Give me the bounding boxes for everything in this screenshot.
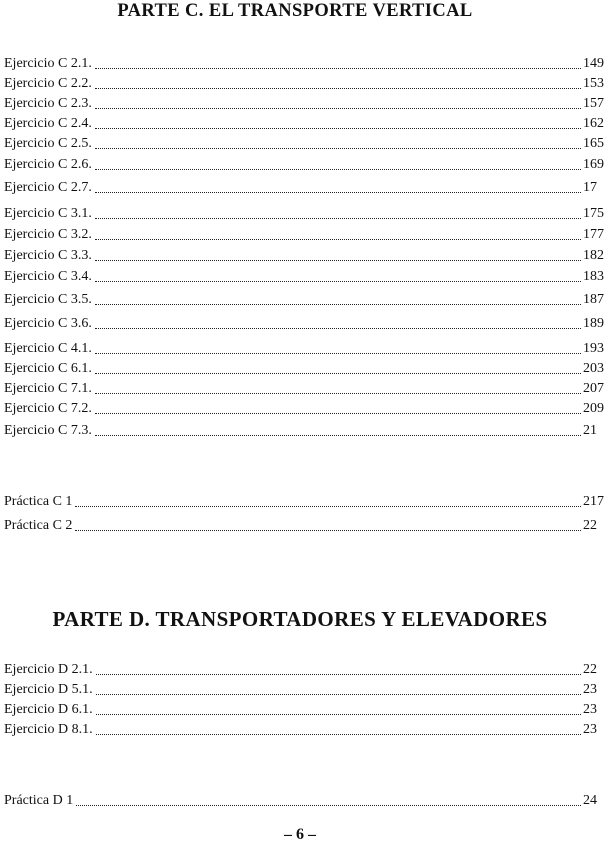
entry-page-number: 23 (583, 722, 597, 737)
dot-leader (95, 303, 581, 305)
exercise-entry[interactable] (4, 244, 604, 264)
entry-label: Práctica C 1 (4, 494, 73, 509)
dot-leader (95, 127, 581, 129)
entry-label: Ejercicio C 7.2. (4, 401, 92, 416)
exercise-entry[interactable] (4, 678, 600, 698)
exercise-entry[interactable] (4, 72, 604, 92)
entry-label: Ejercicio C 2.4. (4, 116, 92, 131)
entry-label: Ejercicio C 3.1. (4, 206, 92, 221)
dot-leader (95, 259, 581, 261)
exercise-entry[interactable] (4, 658, 600, 678)
entry-label: Ejercicio D 5.1. (4, 682, 93, 697)
practice-entry[interactable] (4, 490, 604, 510)
entry-page-number: 193 (583, 341, 604, 356)
exercise-entry[interactable] (4, 312, 604, 332)
page-number: – 6 – (284, 826, 316, 843)
entry-label: Ejercicio C 2.6. (4, 157, 92, 172)
exercise-entry[interactable] (4, 112, 604, 132)
exercise-entry[interactable] (4, 698, 600, 718)
dot-leader (95, 434, 581, 436)
entry-label: Ejercicio C 4.1. (4, 341, 92, 356)
dot-leader (95, 238, 581, 240)
exercise-entry[interactable] (4, 176, 600, 196)
exercise-entry[interactable] (4, 337, 604, 357)
entry-page-number: 203 (583, 361, 604, 376)
exercise-entry[interactable] (4, 265, 604, 285)
entry-page-number: 175 (583, 206, 604, 221)
entry-label: Práctica C 2 (4, 518, 73, 533)
entry-page-number: 162 (583, 116, 604, 131)
entry-page-number: 207 (583, 381, 604, 396)
dot-leader (95, 280, 581, 282)
practice-entry[interactable] (4, 789, 600, 809)
exercise-entry[interactable] (4, 288, 604, 308)
dot-leader (96, 733, 581, 735)
dot-leader (95, 168, 581, 170)
entry-label: Ejercicio C 2.1. (4, 56, 92, 71)
entry-page-number: 189 (583, 316, 604, 331)
exercise-entry[interactable] (4, 153, 604, 173)
entry-page-number: 182 (583, 248, 604, 263)
exercise-entry[interactable] (4, 397, 604, 417)
entry-label: Ejercicio C 3.6. (4, 316, 92, 331)
dot-leader (95, 412, 581, 414)
entry-label: Ejercicio D 8.1. (4, 722, 93, 737)
exercise-entry[interactable] (4, 718, 600, 738)
dot-leader (95, 107, 581, 109)
entry-page-number: 17 (583, 180, 597, 195)
dot-leader (95, 191, 581, 193)
dot-leader (95, 372, 581, 374)
entry-page-number: 21 (583, 423, 597, 438)
exercise-entry[interactable] (4, 92, 604, 112)
practice-entry[interactable] (4, 514, 600, 534)
entry-page-number: 23 (583, 702, 597, 717)
entry-page-number: 183 (583, 269, 604, 284)
entry-page-number: 22 (583, 518, 597, 533)
dot-leader (95, 147, 581, 149)
entry-label: Ejercicio C 3.5. (4, 292, 92, 307)
entry-page-number: 169 (583, 157, 604, 172)
entry-label: Ejercicio C 6.1. (4, 361, 92, 376)
entry-page-number: 23 (583, 682, 597, 697)
exercise-entry[interactable] (4, 419, 600, 439)
entry-label: Ejercicio C 2.3. (4, 96, 92, 111)
dot-leader (75, 505, 581, 507)
entry-label: Ejercicio C 2.2. (4, 76, 92, 91)
dot-leader (95, 87, 581, 89)
dot-leader (96, 713, 581, 715)
entry-label: Ejercicio C 3.4. (4, 269, 92, 284)
entry-label: Ejercicio D 6.1. (4, 702, 93, 717)
dot-leader (96, 693, 581, 695)
entry-page-number: 22 (583, 662, 597, 677)
entry-label: Ejercicio D 2.1. (4, 662, 93, 677)
dot-leader (95, 67, 581, 69)
exercise-entry[interactable] (4, 223, 604, 243)
dot-leader (95, 392, 581, 394)
dot-leader (96, 673, 581, 675)
entry-page-number: 157 (583, 96, 604, 111)
entry-label: Ejercicio C 2.5. (4, 136, 92, 151)
exercise-entry[interactable] (4, 377, 604, 397)
exercise-entry[interactable] (4, 202, 604, 222)
entry-label: Ejercicio C 2.7. (4, 180, 92, 195)
entry-page-number: 24 (583, 793, 597, 808)
entry-page-number: 217 (583, 494, 604, 509)
entry-page-number: 153 (583, 76, 604, 91)
part-d-title: PARTE D. TRANSPORTADORES Y ELEVADORES (52, 607, 548, 631)
dot-leader (76, 804, 581, 806)
entry-page-number: 209 (583, 401, 604, 416)
entry-label: Práctica D 1 (4, 793, 74, 808)
entry-page-number: 187 (583, 292, 604, 307)
dot-leader (75, 529, 581, 531)
entry-page-number: 165 (583, 136, 604, 151)
exercise-entry[interactable] (4, 52, 604, 72)
entry-label: Ejercicio C 3.2. (4, 227, 92, 242)
dot-leader (95, 217, 581, 219)
entry-label: Ejercicio C 3.3. (4, 248, 92, 263)
dot-leader (95, 352, 581, 354)
exercise-entry[interactable] (4, 132, 604, 152)
dot-leader (95, 327, 581, 329)
exercise-entry[interactable] (4, 357, 604, 377)
entry-page-number: 149 (583, 56, 604, 71)
entry-label: Ejercicio C 7.1. (4, 381, 92, 396)
part-c-title: PARTE C. EL TRANSPORTE VERTICAL (117, 1, 473, 21)
entry-page-number: 177 (583, 227, 604, 242)
entry-label: Ejercicio C 7.3. (4, 423, 92, 438)
